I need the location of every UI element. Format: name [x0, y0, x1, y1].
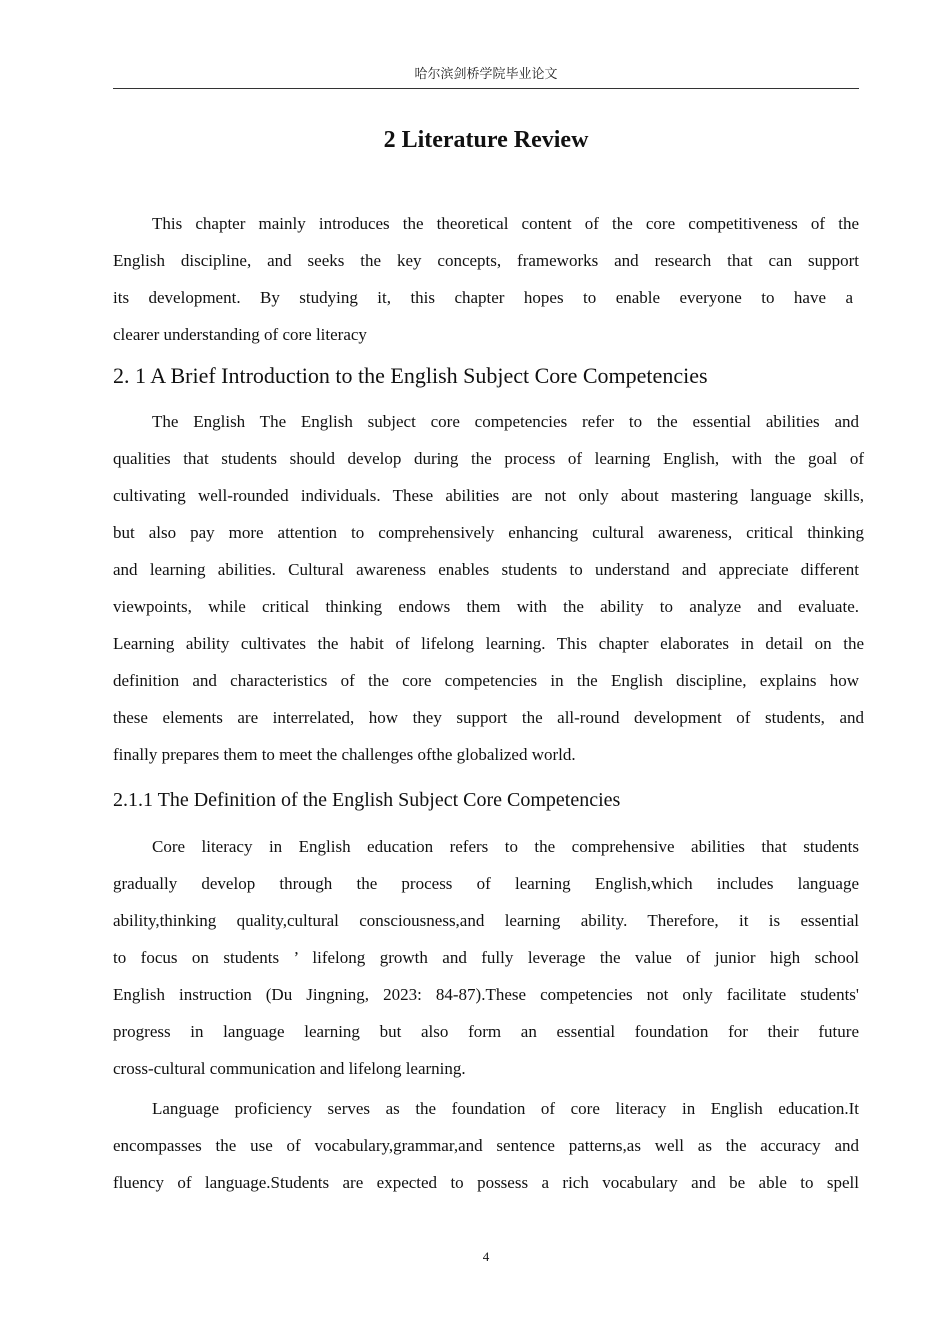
- text-line: The English The English subject core competencies refer to the essential abilities and: [152, 412, 859, 431]
- running-header: 哈尔滨剑桥学院毕业论文: [414, 67, 558, 82]
- section-2-1-paragraph: [113, 403, 864, 773]
- text-line: ability,thinking quality,cultural consciousness,and learning ability. Therefore, it is essential: [113, 911, 859, 930]
- text-line: these elements are interrelated, how they support the all-round development of students, and: [113, 708, 864, 727]
- text-line: and learning abilities. Cultural awareness enables students to understand and appreciate different: [113, 560, 859, 579]
- text-line: progress in language learning but also form an essential foundation for their future: [113, 1022, 859, 1041]
- page-number: 4: [482, 1249, 490, 1264]
- section-2-1-1-paragraph-2: [113, 1090, 859, 1201]
- text-line: definition and characteristics of the core competencies in the English discipline, explains how: [113, 671, 859, 690]
- text-line: qualities that students should develop during the process of learning English, with the goal of: [113, 449, 864, 468]
- text-line: Core literacy in English education refers to the comprehensive abilities that students: [152, 837, 859, 856]
- text-line: This chapter mainly introduces the theoretical content of the core competitiveness of the: [152, 214, 859, 233]
- text-line: English discipline, and seeks the key concepts, frameworks and research that can support: [113, 251, 859, 270]
- text-line: gradually develop through the process of learning English,which includes language: [113, 874, 859, 893]
- text-line: fluency of language.Students are expected to possess a rich vocabulary and be able to spell: [113, 1173, 859, 1192]
- text-line: cultivating well-rounded individuals. These abilities are not only about mastering language skills,: [113, 486, 864, 505]
- text-line: Language proficiency serves as the foundation of core literacy in English education.It: [152, 1099, 859, 1118]
- section-heading-2-1-1: 2.1.1 The Definition of the English Subject Core Competencies: [113, 789, 621, 811]
- text-line: finally prepares them to meet the challenges ofthe globalized world.: [113, 745, 576, 764]
- text-line: its development. By studying it, this chapter hopes to enable everyone to have a: [113, 288, 853, 307]
- text-line: English instruction (Du Jingning, 2023: 84-87).These competencies not only facilitate students': [113, 985, 859, 1004]
- text-line: Learning ability cultivates the habit of lifelong learning. This chapter elaborates in detail on the: [113, 634, 864, 653]
- text-line: but also pay more attention to comprehensively enhancing cultural awareness, critical thinking: [113, 523, 864, 542]
- section-heading-2-1: 2. 1 A Brief Introduction to the English Subject Core Competencies: [113, 363, 708, 388]
- text-line: to focus on students ’ lifelong growth and fully leverage the value of junior high school: [113, 948, 859, 967]
- text-line: clearer understanding of core literacy: [113, 325, 367, 344]
- chapter-title: 2 Literature Review: [383, 127, 589, 153]
- text-line: viewpoints, while critical thinking endows them with the ability to analyze and evaluate.: [113, 597, 859, 616]
- text-line: encompasses the use of vocabulary,grammar,and sentence patterns,as well as the accuracy and: [113, 1136, 859, 1155]
- section-2-1-1-paragraph-1: [113, 828, 859, 1087]
- header-rule: [113, 88, 859, 89]
- intro-paragraph: [113, 205, 859, 353]
- text-line: cross-cultural communication and lifelong learning.: [113, 1059, 466, 1078]
